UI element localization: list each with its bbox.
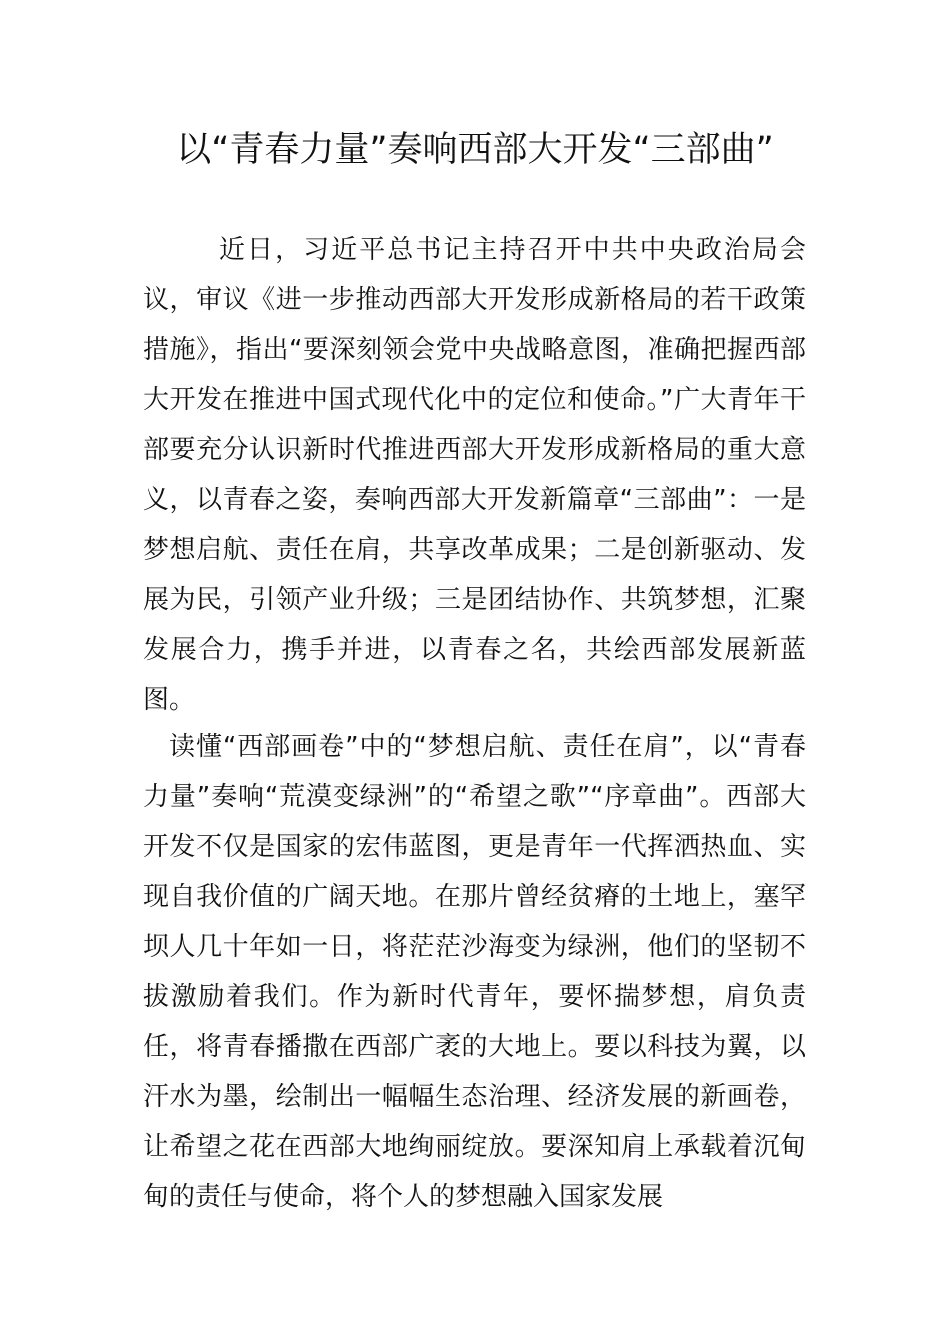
paragraph-1: 近日，习近平总书记主持召开中共中央政治局会议，审议《进一步推动西部大开发形成新格局的若干政策措施》，指出“要深刻领会党中央战略意图，准确把握西部大开发在推进中国式现代化中的定位和使命。”广大青年干部要充分认识新时代推进西部大开发形成新格局的重大意义，以青春之姿，奏响西部大开发新篇章“三部曲”：一是梦想启航、责任在肩，共享改革成果；二是创新驱动、发展为民，引领产业升级；三是团结协作、共筑梦想，汇聚发展合力，携手并进，以青春之名，共绘西部发展新蓝图。	[143, 235, 806, 715]
document-title: 以“青春力量”奏响西部大开发“三部曲”	[176, 130, 774, 170]
paragraph-2: 读懂“西部画卷”中的“梦想启航、责任在肩”，以“青春力量”奏响“荒漠变绿洲”的“希望之歌”“序章曲”。西部大开发不仅是国家的宏伟蓝图，更是青年一代挥洒热血、实现自我价值的广阔天地。在那片曾经贫瘠的土地上，塞罕坝人几十年如一日，将茫茫沙海变为绿洲，他们的坚韧不拔激励着我们。作为新时代青年，要怀揣梦想，肩负责任，将青春播撒在西部广袤的大地上。要以科技为翼，以汗水为墨，绘制出一幅幅生态治理、经济发展的新画卷，让希望之花在西部大地绚丽绽放。要深知肩上承载着沉甸甸的责任与使命，将个人的梦想融入国家发展	[143, 732, 806, 1212]
